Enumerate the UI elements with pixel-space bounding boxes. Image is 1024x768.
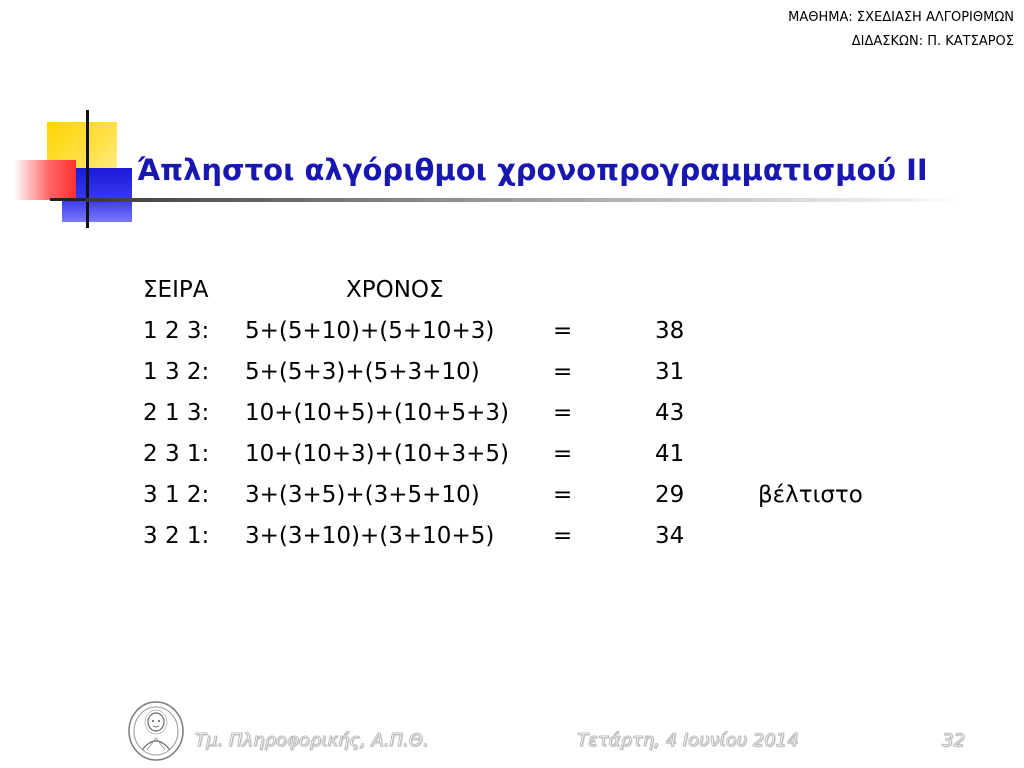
vertical-rule bbox=[86, 110, 89, 228]
row-expression: 5+(5+3)+(5+3+10) bbox=[245, 359, 480, 385]
row-equals: = bbox=[553, 400, 573, 426]
schedule-table bbox=[143, 270, 903, 557]
row-equals: = bbox=[553, 318, 573, 344]
course-line: ΜΑΘΗΜΑ: ΣΧΕΔΙΑΣΗ ΑΛΓΟΡΙΘΜΩΝ bbox=[788, 10, 1014, 25]
header-info bbox=[788, 6, 1014, 54]
row-result: 34 bbox=[655, 523, 685, 549]
row-expression: 5+(5+10)+(5+10+3) bbox=[245, 318, 495, 344]
row-result: 41 bbox=[655, 441, 685, 467]
optimal-note: βέλτιστο bbox=[758, 482, 863, 508]
footer-date: Τετάρτη, 4 Ιουνίου 2014 bbox=[577, 730, 799, 751]
row-order: 1 2 3: bbox=[143, 318, 210, 344]
instructor-line: ΔΙΔΑΣΚΩΝ: Π. ΚΑΤΣΑΡΟΣ bbox=[851, 34, 1014, 49]
table-header bbox=[143, 270, 903, 311]
header-time: ΧΡΟΝΟΣ bbox=[346, 277, 444, 303]
table-row bbox=[143, 475, 903, 516]
row-order: 2 1 3: bbox=[143, 400, 210, 426]
row-equals: = bbox=[553, 482, 573, 508]
slide-title: Άπληστοι αλγόριθμοι χρονοπρογραμματισμού ΙΙ bbox=[137, 153, 928, 187]
table-row bbox=[143, 393, 903, 434]
row-result: 29 bbox=[655, 482, 685, 508]
row-equals: = bbox=[553, 441, 573, 467]
title-underline bbox=[86, 198, 966, 202]
table-row bbox=[143, 352, 903, 393]
row-equals: = bbox=[553, 359, 573, 385]
row-result: 31 bbox=[655, 359, 685, 385]
row-result: 38 bbox=[655, 318, 685, 344]
table-row bbox=[143, 311, 903, 352]
row-result: 43 bbox=[655, 400, 685, 426]
row-order: 3 1 2: bbox=[143, 482, 210, 508]
decorative-squares bbox=[0, 0, 140, 240]
row-expression: 10+(10+3)+(10+3+5) bbox=[245, 441, 509, 467]
red-square bbox=[14, 160, 76, 200]
page-number: 32 bbox=[942, 730, 965, 751]
university-seal-icon bbox=[127, 700, 185, 762]
row-equals: = bbox=[553, 523, 573, 549]
table-row bbox=[143, 516, 903, 557]
row-expression: 3+(3+5)+(3+5+10) bbox=[245, 482, 480, 508]
row-expression: 10+(10+5)+(10+5+3) bbox=[245, 400, 509, 426]
row-order: 3 2 1: bbox=[143, 523, 210, 549]
footer bbox=[0, 700, 1024, 768]
row-order: 2 3 1: bbox=[143, 441, 210, 467]
footer-department: Τμ. Πληροφορικής, Α.Π.Θ. bbox=[195, 730, 429, 751]
row-expression: 3+(3+10)+(3+10+5) bbox=[245, 523, 495, 549]
row-order: 1 3 2: bbox=[143, 359, 210, 385]
header-order: ΣΕΙΡΑ bbox=[143, 277, 209, 303]
table-row bbox=[143, 434, 903, 475]
